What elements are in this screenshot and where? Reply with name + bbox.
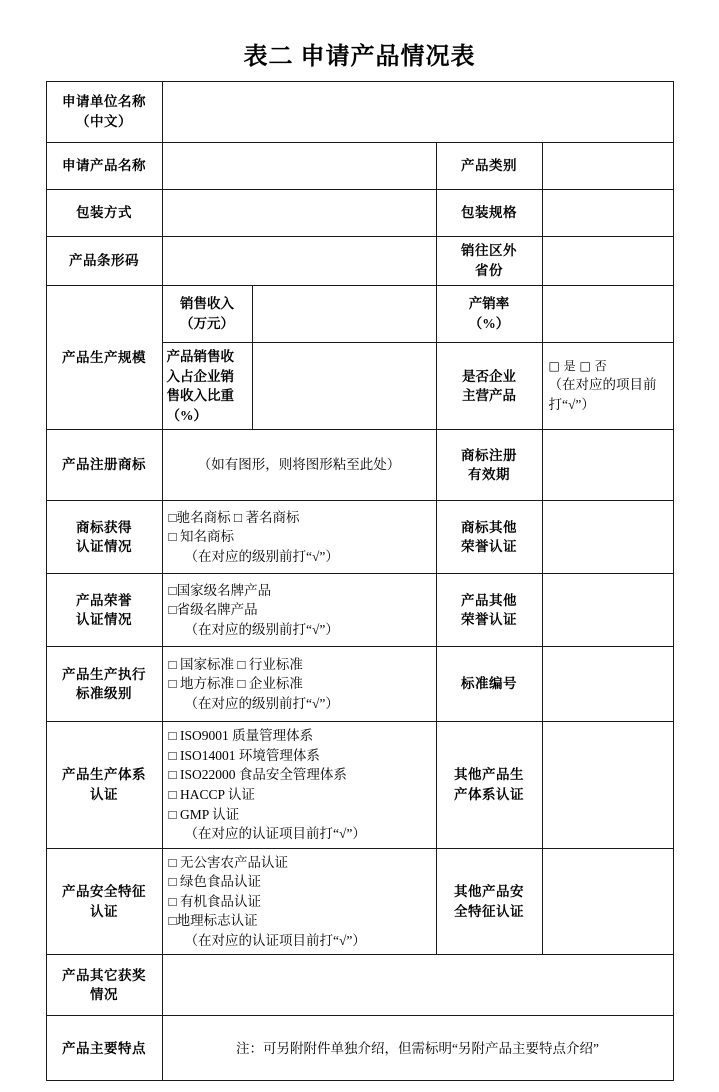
product-other-honor-label-line2: 荣誉认证 bbox=[461, 612, 517, 628]
package-spec-value[interactable] bbox=[542, 190, 673, 237]
package-method-label: 包装方式 bbox=[46, 190, 162, 237]
product-honor-label-line1: 产品荣誉 bbox=[76, 592, 132, 608]
table-row-trademark bbox=[46, 430, 673, 501]
trademark-validity-label-line1: 商标注册 bbox=[461, 447, 517, 463]
safety-hint: （在对应的认证项目前打“√”） bbox=[184, 932, 366, 948]
safety-other-label bbox=[436, 848, 542, 955]
system-cert-label-line1: 产品生产体系 bbox=[62, 767, 146, 783]
table-row-product-name bbox=[46, 143, 673, 190]
output-sales-ratio-label bbox=[436, 286, 542, 343]
is-main-product-label-line1: 是否企业 bbox=[462, 368, 516, 384]
product-honor-label bbox=[46, 574, 162, 647]
system-other-label-line1: 其他产品生 bbox=[454, 767, 524, 783]
system-option-3[interactable]: □ ISO22000 食品安全管理体系 bbox=[168, 767, 347, 783]
product-category-value[interactable] bbox=[542, 143, 673, 190]
safety-option-4[interactable]: □地理标志认证 bbox=[168, 913, 258, 929]
table-row-package bbox=[46, 190, 673, 237]
applicant-name-label-line1: 申请单位名称 bbox=[62, 94, 146, 110]
product-name-label: 申请产品名称 bbox=[46, 143, 162, 190]
table-row-barcode bbox=[46, 237, 673, 286]
table-row-applicant-name bbox=[46, 82, 673, 143]
system-option-2[interactable]: □ ISO14001 环境管理体系 bbox=[168, 747, 320, 763]
product-honor-label-line2: 认证情况 bbox=[76, 612, 132, 628]
system-other-label bbox=[436, 722, 542, 848]
system-option-1[interactable]: □ ISO9001 质量管理体系 bbox=[168, 728, 314, 744]
system-cert-label-line2: 认证 bbox=[90, 786, 118, 802]
trademark-cert-label-line1: 商标获得 bbox=[76, 519, 132, 535]
safety-option-2[interactable]: □ 绿色食品认证 bbox=[168, 874, 262, 890]
trademark-validity-label-line2: 有效期 bbox=[468, 467, 510, 483]
product-honor-option-2[interactable]: □省级名牌产品 bbox=[168, 602, 258, 618]
standard-no-value[interactable] bbox=[542, 647, 673, 722]
other-awards-label bbox=[46, 955, 162, 1016]
system-hint: （在对应的认证项目前打“√”） bbox=[184, 826, 366, 842]
system-cert-options[interactable] bbox=[162, 722, 436, 848]
output-sales-ratio-label-line2: （%） bbox=[468, 316, 510, 331]
standard-level-label-line2: 标准级别 bbox=[76, 686, 132, 702]
document-page bbox=[0, 36, 719, 1092]
barcode-value[interactable] bbox=[162, 237, 436, 286]
table-row-safety-cert bbox=[46, 848, 673, 955]
other-awards-value[interactable] bbox=[162, 955, 673, 1016]
table-row-sales-income bbox=[46, 286, 673, 343]
standard-no-label: 标准编号 bbox=[436, 647, 542, 722]
is-main-product-hint-line1: （在对应的项目前 bbox=[548, 377, 657, 393]
trademark-label: 产品注册商标 bbox=[46, 430, 162, 501]
safety-other-label-line2: 全特征认证 bbox=[454, 903, 524, 919]
safety-cert-label-line2: 认证 bbox=[90, 903, 118, 919]
table-row-system-cert bbox=[46, 722, 673, 848]
trademark-other-label-line1: 商标其他 bbox=[461, 519, 517, 535]
safety-cert-options[interactable] bbox=[162, 848, 436, 955]
product-other-honor-label bbox=[436, 574, 542, 647]
is-main-product-checkboxes[interactable]: □ 是 □ 否 bbox=[548, 358, 607, 373]
trademark-cert-label-line2: 认证情况 bbox=[76, 539, 132, 555]
applicant-name-label bbox=[46, 82, 162, 143]
standard-level-options[interactable] bbox=[162, 647, 436, 722]
sales-region-label-line1: 销往区外 bbox=[461, 243, 517, 259]
standard-hint: （在对应的级别前打“√”） bbox=[184, 696, 339, 712]
table-row-trademark-cert bbox=[46, 501, 673, 574]
applicant-name-label-line2: （中文） bbox=[76, 114, 132, 129]
product-name-value[interactable] bbox=[162, 143, 436, 190]
product-honor-hint: （在对应的级别前打“√”） bbox=[184, 622, 339, 638]
standard-option-1[interactable]: □ 国家标准 □ 行业标准 bbox=[168, 656, 303, 672]
product-category-label: 产品类别 bbox=[436, 143, 542, 190]
sales-income-label-line2: （万元） bbox=[180, 316, 234, 331]
system-option-4[interactable]: □ HACCP 认证 bbox=[168, 786, 255, 802]
trademark-cert-option-2[interactable]: □ 知名商标 bbox=[168, 529, 235, 545]
main-features-label: 产品主要特点 bbox=[46, 1016, 162, 1081]
is-main-product-label bbox=[436, 343, 542, 430]
standard-option-2[interactable]: □ 地方标准 □ 企业标准 bbox=[168, 676, 303, 692]
trademark-cert-label bbox=[46, 501, 162, 574]
package-method-value[interactable] bbox=[162, 190, 436, 237]
trademark-cert-options[interactable] bbox=[162, 501, 436, 574]
output-sales-ratio-value[interactable] bbox=[542, 286, 673, 343]
product-honor-options[interactable] bbox=[162, 574, 436, 647]
is-main-product-label-line2: 主营产品 bbox=[462, 388, 516, 404]
income-share-value[interactable] bbox=[252, 343, 436, 430]
product-other-honor-label-line1: 产品其他 bbox=[461, 592, 517, 608]
safety-other-label-line1: 其他产品安 bbox=[454, 883, 524, 899]
product-honor-option-1[interactable]: □国家级名牌产品 bbox=[168, 582, 272, 598]
is-main-product-hint-line2: 打“√”） bbox=[548, 396, 595, 412]
system-cert-label bbox=[46, 722, 162, 848]
standard-level-label-line1: 产品生产执行 bbox=[62, 666, 146, 682]
trademark-cert-option-1[interactable]: □驰名商标 □ 著名商标 bbox=[168, 509, 300, 525]
safety-cert-label bbox=[46, 848, 162, 955]
sales-income-value[interactable] bbox=[252, 286, 436, 343]
system-other-value[interactable] bbox=[542, 722, 673, 848]
product-application-form bbox=[46, 81, 674, 1081]
safety-option-3[interactable]: □ 有机食品认证 bbox=[168, 893, 262, 909]
sales-region-label-line2: 省份 bbox=[475, 263, 503, 278]
income-share-label: 产品销售收入占企业销售收入比重（%） bbox=[162, 343, 252, 430]
safety-option-1[interactable]: □ 无公害农产品认证 bbox=[168, 854, 289, 870]
other-awards-label-line2: 情况 bbox=[90, 987, 118, 1003]
sales-region-value[interactable] bbox=[542, 237, 673, 286]
is-main-product-options-cell[interactable] bbox=[542, 343, 673, 430]
system-other-label-line2: 产体系认证 bbox=[454, 786, 524, 802]
main-features-note[interactable]: 注：可另附附件单独介绍，但需标明“另附产品主要特点介绍” bbox=[162, 1016, 673, 1081]
production-scale-label: 产品生产规模 bbox=[46, 286, 162, 430]
sales-region-label bbox=[436, 237, 542, 286]
table-row-main-features bbox=[46, 1016, 673, 1081]
other-awards-label-line1: 产品其它获奖 bbox=[62, 967, 146, 983]
standard-level-label bbox=[46, 647, 162, 722]
barcode-label: 产品条形码 bbox=[46, 237, 162, 286]
product-other-honor-value[interactable] bbox=[542, 574, 673, 647]
table-row-standard-level bbox=[46, 647, 673, 722]
safety-cert-label-line1: 产品安全特征 bbox=[62, 883, 146, 899]
page-title: 表二 申请产品情况表 bbox=[243, 44, 476, 70]
trademark-other-label-line2: 荣誉认证 bbox=[461, 539, 517, 555]
trademark-other-label bbox=[436, 501, 542, 574]
package-spec-label: 包装规格 bbox=[436, 190, 542, 237]
trademark-note[interactable]: （如有图形，则将图形粘至此处） bbox=[162, 430, 436, 501]
output-sales-ratio-label-line1: 产销率 bbox=[468, 296, 510, 312]
applicant-name-value[interactable] bbox=[162, 82, 673, 143]
sales-income-label bbox=[162, 286, 252, 343]
safety-other-value[interactable] bbox=[542, 848, 673, 955]
trademark-other-value[interactable] bbox=[542, 501, 673, 574]
trademark-cert-hint: （在对应的级别前打“√”） bbox=[184, 549, 339, 565]
sales-income-label-line1: 销售收入 bbox=[180, 296, 234, 312]
trademark-validity-value[interactable] bbox=[542, 430, 673, 501]
table-row-other-awards bbox=[46, 955, 673, 1016]
trademark-validity-label bbox=[436, 430, 542, 501]
system-option-5[interactable]: □ GMP 认证 bbox=[168, 806, 240, 822]
table-row-product-honor bbox=[46, 574, 673, 647]
